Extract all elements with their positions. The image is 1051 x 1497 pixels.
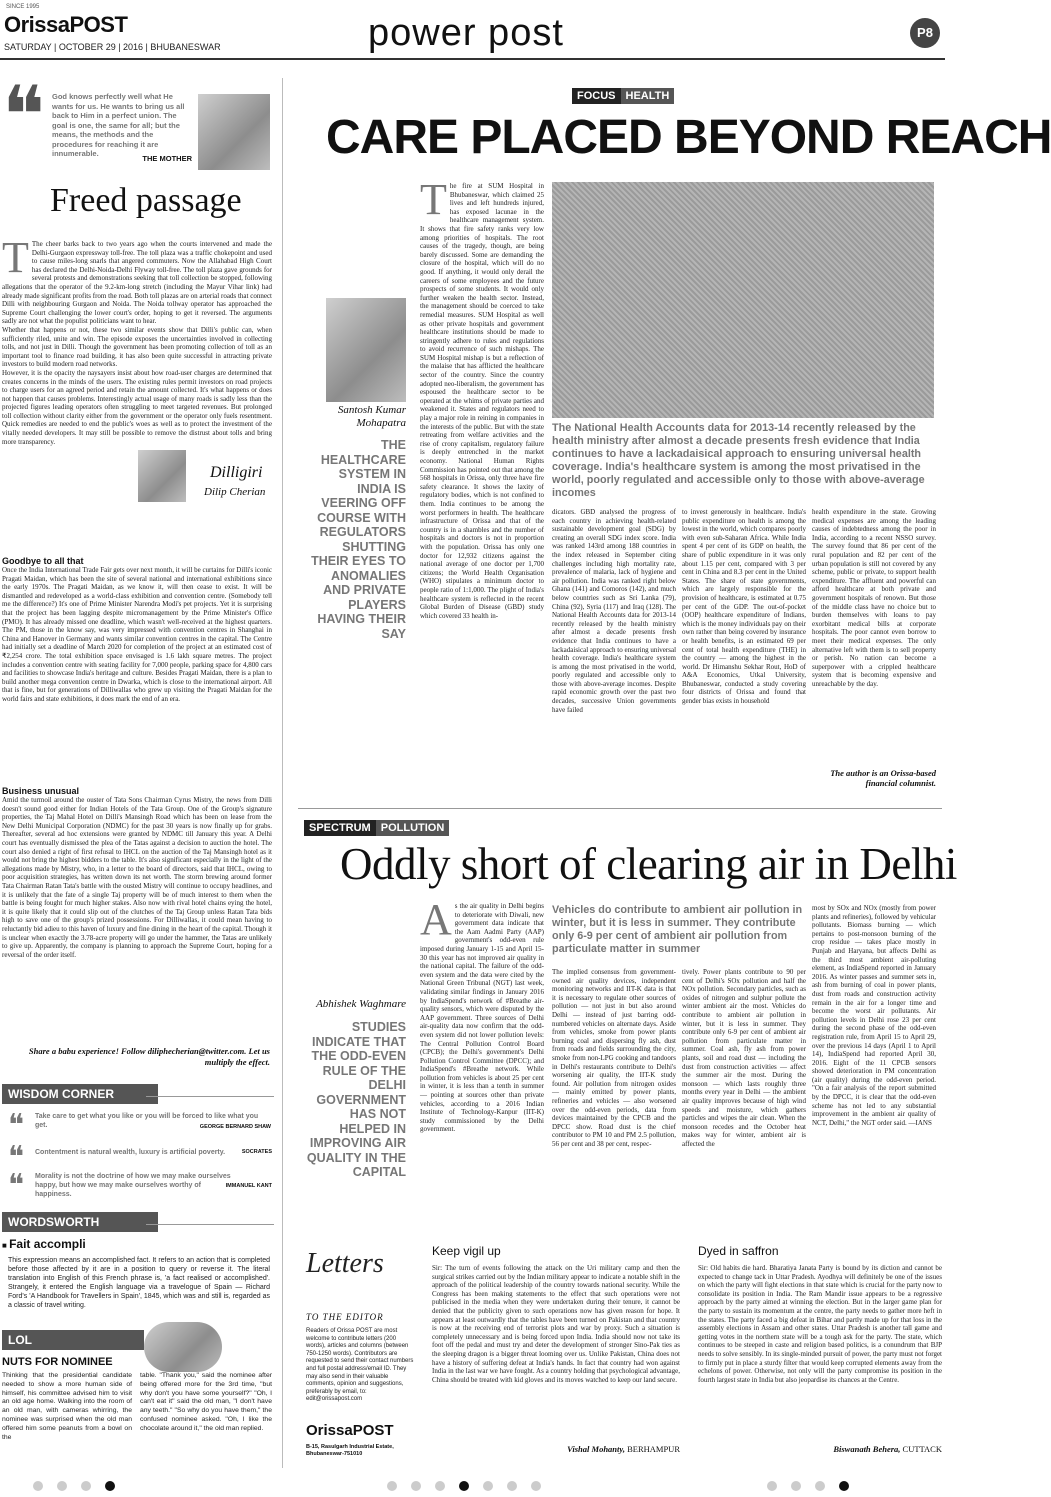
letter-1-title: Keep vigil up: [432, 1244, 501, 1258]
editorial-p3: However, it is the opacity the naysayers insist about how road-user charges are determined that creates concerns in the minds of the users. The existing rules permit investors on road projects to charge users for an agreed period and retain the amount collected. It's what happens or does not happen that causes problems. Interestingly actual usage of many roads is sadly less than the projected figures leading operators often struggling to meet targeted revenues. But prolonged toll collection without clarity either from the government or the operator only fuels resentment. Quick remedies are needed to end the public's woes as well as to protect the investment of the vitally needed developers. It may still be possible to remove the distrust about tolls and bring more transparency.: [2, 368, 272, 446]
bullet-icon: ■: [2, 1241, 10, 1250]
focus-author: Santosh Kumar Mohapatra: [337, 404, 406, 429]
spectrum-tag-2: POLLUTION: [376, 820, 450, 836]
quote-icon: ❝: [8, 1141, 25, 1174]
page-number: P8: [910, 18, 940, 48]
business-body: Amid the turmoil around the ouster of Tata Sons Chairman Cyrus Mistry, the news from Dilli doesn't sound good either for Indian Hotels of the Tata Group. One of the Group's signature properties, the Taj Mahal Hotel on Dilli's Mansingh Road which has been on lease from the New Delhi Municipal Corporation (NDMC) for the past 30 years is now finally up for grabs. Thereafter, several ad hoc extensions were granted by NDMC till January this year. A Delhi court has eventually dismissed the plea of the Tatas against a decision to auction the hotel. The court also denied a right of first refusal to IHCL on the auction of the Taj Mansingh hotel as it would not bring the highest bidders to the table. It's also significant especially in the light of the allegations made by Mistry, who, in a letter to the board of directors, said that IHCL, owing to poor acquisition strategies, has written down its net worth. The storm brewing around former Tata Chairman Ratan Tata's battle with the ousted Mistry will continue to occupy headlines, and it is unlikely that the fate of a single Taj property will be of much interest to them when the battle is being fought for much higher stakes. Also now with rival hotel chains eying the hotel, it is quite likely that it could slip out of the clutches of the Taj Group unless Ratan Tata bids high to save one of the group's prized possessions. For Dilliwallas, it could mean having to reluctantly bid adieu to this haven of luxury and fine dining in the heart of the capital. Though it is unclear when exactly the 3.78-acre property will go under the hammer, the Tatas are unlikely to give up. Apparently, the company is planning to approach the Supreme Court, hoping for a reversal of the order itself.: [2, 796, 272, 959]
focus-col-4: health expenditure in the state. Growing medical expenses are among the leading causes of indebtedness among the poor in India, according to a recent NSSO survey. The survey found that 86 per cent of the rural population and 82 per cent of the urban population is still not covered by any scheme, public or private, to support health expenditure. The affluent and powerful can afford healthcare at both private and government hospitals of renown. But those of the middle class have no choice but to burden themselves with loans to pay exorbitant medical bills at corporate hospitals. The poor cannot even borrow to meet their medical expenses. The only alternative left with them is to sell property or perish. No nation can become a superpower with a crippled healthcare system that is becoming expensive and unreachable by the day.: [812, 508, 936, 688]
letters-info: Readers of Orissa POST are most welcome to contribute letters (200 words), articles and columns (between 750-1250 words). Contributors are requested to send their contact numbers and full postal address/email ID. They may also send in their valuable comments, opinion and suggestions, preferably by email, to: edit@orissapost.com: [306, 1328, 414, 1403]
wordsworth-rule: [146, 1224, 274, 1225]
spectrum-col-2: The implied consensus from government-owned air quality devices, independent monitoring networks and IIT-K data is that it is necessary to regulate other sources of pollution — not just in but also around Delhi — instead of just barring odd-numbered vehicles on alternate days. Aside from vehicles, smoke from power plants burning coal and dispersing fly ash, dust from roads and fields surrounding the city, smoke from non-LPG cooking and tandoors in Delhi's restaurants contribute to Delhi's worsening air quality, the IIT-K study found. Air pollution from nitrogen oxides — mainly emitted by power plants, refineries and vehicles — also worsened over the odd-even periods, data from devices maintained by the CPCB and the DPCC show. Road dust is the chief contributor to PM 10 and PM 2.5 pollution, 56 per cent and 38 per cent, respec-: [552, 968, 676, 1148]
spectrum-author: Abhishek Waghmare: [316, 998, 406, 1010]
wisdom-text: Morality is not the doctrine of how we may make ourselves happy, but how we may make ourselves worthy of happiness.: [35, 1173, 231, 1198]
letters-brand: OrissaPOST: [306, 1422, 394, 1439]
letter-2-signature: [698, 1444, 942, 1454]
wisdom-author: GEORGE BERNARD SHAW: [199, 1124, 271, 1130]
quote-author: THE MOTHER: [142, 154, 192, 163]
spectrum-headline: Oddly short of clearing air in Delhi: [340, 839, 957, 889]
letter-1-signature: [432, 1444, 680, 1454]
masthead-small: SINCE 1995: [6, 4, 40, 10]
spectrum-tag-1: SPECTRUM: [304, 820, 376, 836]
lol-header: LOL: [2, 1330, 144, 1350]
focus-authorline-1: The author is an Orissa-based: [830, 768, 936, 778]
spectrum-col-4: most by SOx and NOx (mostly from power plants and refineries), followed by vehicular pollutants. Biomass burning — which pertains to post-monsoon burning of the crop residue — takes place mostly in Punjab and Haryana, but affects Delhi as the third most ambient air-polluting element, as IndiaSpend reported in January 2016. As winter passes and summer sets in, ash from burning of coal in power plants, dust from roads and construction activity remain in the air for a longer time and become the worst air pollutants. Air pollution levels in Delhi rose 23 per cent during the second phase of the odd-even registration rule, from April 15 to April 29, over the previous 14 days (April 1 to April 14), IndiaSpend had reported April 30, 2016. Eight of the 11 CPCB sensors showed deterioration in PM concentration (air quality) during the odd-even period. "On a fair analysis of the report submitted by the DPCC, it is clear that the odd-even scheme has not led to any substantial improvement in the ambient air quality of NCT, Delhi," the NGT order said. —IANS: [812, 904, 937, 1127]
laughing-cartoon: [144, 1322, 222, 1372]
focus-col-1-text: he fire at SUM Hospital in Bhubaneswar, which claimed 25 lives and left hundreds injured, has exposed lacunae in the healthcare management system. It shows that fire safety ranks very low among priorities of hospitals. The root causes of the tragedy, though, are being barely discussed. Some are demanding the closure of the hospital, which will do no good. If anything, it would only derail the careers of some employees and the future prospects of some students. It would only further weaken the health sector. Instead, the management should be coerced to take remedial measures. SUM Hospital as well as other private hospitals and government healthcare institutions should be made to stringently adhere to rules and regulations to avoid recurrence of such mishaps. The SUM Hospital mishap is but a reflection of the malaise that has afflicted the healthcare sector of the country. Since the country adopted neo-liberalism, the government has espoused the healthcare sector to be operated at the whims of private parties and weakened it. States and regulators need to play a major role in reining in companies in the interests of the public. But with the state retreating from welfare activities and the rise of crony capitalism, regulatory failure is deeply entrenched in the market economy. National Human Rights Commission has pointed out that among the 568 hospitals in Orissa, only three have fire safety clearance. It shows the laxity of regulatory bodies, which is not confined to them. India continues to be among the worst performers in health. The healthcare infrastructure of Orissa and that of the country is in a shambles and the number of hospitals and doctors is not in proportion with the population. Orissa has only one doctor for 12,932 citizens against the national average of one doctor per 1,700 citizens; the World Health Organisation (WHO) stipulates a minimum doctor to people ratio of 1:1,000. The plight of India's healthcare system is reflected in the recent Global Burden of Disease (GBD) study which covered 33 health in-: [420, 182, 544, 620]
wisdom-text: Take care to get what you like or you will be forced to like what you get.: [35, 1113, 259, 1129]
letter-2-title: Dyed in saffron: [698, 1244, 779, 1258]
quote-text: God knows perfectly well what He wants for us. He wants to bring us all back to Him in a perfect union. The goal is one, the same for all; but the means, the methods and the procedures for reaching it are innumerable.: [52, 92, 185, 158]
spectrum-col-3: tively. Power plants contribute to 90 per cent of Delhi's SOx pollution and half the NOx pollution. Secondary particles, such as oxides of nitrogen and sulphur pollute the winter ambient air the most. Vehicles do contribute to ambient air pollution in winter, but it is less in summer. They contribute only 6-9 per cent of ambient air pollution from particulate matter in summer. Coal ash, fly ash from power plants, soil and road dust — including the dust from construction activities — affect the summer air the most. During the monsoon — which lasts roughly three months every year in Delhi — the ambient air quality improves because of high wind speeds and moisture, which gathers particles and wipes the air clean. When the monsoon recedes and the October heat makes way for winter, ambient air is affected the: [682, 968, 806, 1148]
wisdom-item-1: [2, 1110, 272, 1140]
term-text: Fait accompli: [9, 1237, 86, 1251]
goodbye-body: Once the India International Trade Fair gets over next month, it will be curtains for Dilli's iconic Pragati Maidan, which has been the site of several national and international exhibitions since the early 1970s. The Pragati Maidan, as we know it, will then cease to exist. It will be dismantled and redeveloped as a world-class exhibition and convention centre. (Somebody tell me the difference?) It's one of Prime Minister Narendra Modi's pet projects. Yet it is surprising that the project has been lagging despite micromanagement by the Prime Minister's Office (PMO). It has already missed one deadline, which wasn't well-received at the highest quarters. The PM, those in the know say, was very impressed with convention centres in Shanghai in China and Hanover in Germany and wants similar convention centres in the capital. The Centre had initially set a deadline of March 2020 for completion of the project at an estimated cost of ₹2,254 crore. The total exhibition space envisaged is 1.6 lakh square metres. The project includes a convention centre with seating facility for 7,000 people, parking space for 4,800 cars and facilities to showcase India's heritage and culture. Besides Pragati Maidan, there is a plan to build another mega convention centre in Dwarka, which is close to the international airport. All that is fine, but for generations of Dilliwallas who grew up visiting the Pragati Maidan for the world fairs and state exhibitions, it does mark the end of an era.: [2, 566, 272, 703]
quote-icon: ❝: [8, 1169, 25, 1202]
focus-col-1: The fire at SUM Hospital in Bhubaneswar, which claimed 25 lives and left hundreds injured, has exposed lacunae in the healthcare management system. It shows that fire safety ranks very low among priorities of hospitals. The root causes of the tragedy, though, are being barely discussed. Some are demanding the closure of the hospital, which will do no good. If anything, it would only derail the careers of some employees and the future prospects of some students. It would only further weaken the health sector. Instead, the management should be coerced to take remedial measures. SUM Hospital as well as other private hospitals and government healthcare institutions should be made to stringently adhere to rules and regulations to avoid recurrence of such mishaps. The SUM Hospital mishap is but a reflection of the malaise that has afflicted the healthcare sector of the country. Since the country adopted neo-liberalism, the government has espoused the healthcare sector to be operated at the whims of private parties and weakened it. States and regulators need to play a major role in reining in companies in the interests of the public. But with the state retreating from welfare activities and the rise of crony capitalism, regulatory failure is deeply entrenched in the market economy. National Human Rights Commission has pointed out that among the 568 hospitals in Orissa, only three have fire safety clearance. It shows the laxity of regulatory bodies, which is not confined to them. India continues to be among the worst performers in health. The healthcare infrastructure of Orissa and that of the country is in a shambles and the number of hospitals and doctors is not in proportion with the population. Orissa has only one doctor for 12,932 citizens against the national average of one doctor per 1,700 citizens; the World Health Organisation (WHO) stipulates a minimum doctor to people ratio of 1:1,000. The plight of India's healthcare system is reflected in the recent Global Burden of Disease (GBD) study which covered 33 health in-: [420, 175, 544, 620]
registration-marks: [0, 1478, 945, 1492]
letter-1-body: Sir: The turn of events following the attack on the Uri military camp and then the surgical strikes carried out by the Indian military appear to indicate a notable shift in the approach of the political leadership of the country towards national security. While the Congress has been making statements to the effect that such operations were not publicised in the media when they were undertaken during their tenure, it cannot be denied that the publicity given to such operations now has given reason for hope. It appears at least outwardly that the tables have been turned on Pakistan and that country is now at the receiving end of terrorist plots and war by proxy. Such a situation is completely unnecessary and is being forced upon India. India should now not take its foot off the pedal and must try and deter the development of stronger Sino-Pak ties as the sleeping dragon is a bigger threat looming over us. Unlike Pakistan, China does not have a history of suffering defeat at India's hands. In fact that country had won against India in the last war we have fought. As a country holding that psychological advantage, China should be treated with kid gloves and its moves watched to keep our land secure.: [432, 1264, 680, 1384]
quote-mark-icon: ❝: [2, 73, 46, 161]
dilligiri-box: [130, 448, 272, 504]
wordsworth-body: This expression means an accomplished fact. It refers to an action that is completed before those affected by it are in a position to query or reverse it. The literal translation into English of this French phrase is, 'a fact realised or accomplished'. Strangely, it entered the English language via a travelogue of Spain — Richard Ford's 'A Handbook for Travellers in Spain', 1845, which was and still is, regarded as a classic of travel writing.: [8, 1257, 270, 1309]
wisdom-author: IMMANUEL KANT: [225, 1183, 272, 1189]
letters-address: B-15, Rasulgarh Industrial Estate, Bhubaneswar-751010: [306, 1444, 394, 1457]
spectrum-tag: [304, 818, 449, 836]
editorial-title: Freed passage: [50, 182, 242, 219]
wordsworth-header: WORDSWORTH: [2, 1212, 158, 1232]
dilligiri-title: Dilligiri: [210, 464, 263, 481]
editorial-p1: The cheer barks back to two years ago when the courts intervened and made the Delhi-Gurgaon expressway toll-free. The toll plaza was a traffic chokepoint and used to cause miles-long snarls that angered commuters. Now the Allahabad High Court has declared the Delhi-Noida-Delhi Flyway toll-free. The toll plaza gave grounds for several protests and demonstrations seeking that toll collection be stopped, following allegations that the operator of the 9.2-km-long stretch (including the Mayur Vihar link) had already made significant profits from the road. Both toll plazas are on arterial roads that connect Dilli with neighbouring Gurgaon and Noida. The Noida tollway operator has approached the Supreme Court challenging the lower court's order, hoping to get it reversed. The arguments sadly are not what the populist politicians want to hear.: [2, 240, 272, 326]
focus-headline: CARE PLACED BEYOND REACH: [326, 111, 1051, 164]
section-title: power post: [368, 12, 564, 54]
column-divider: [282, 78, 283, 1468]
lol-body-2: table. "Thank you," said the nominee after being offered more for the 3rd time, "but why don't you have some yourself?" "Oh, I can't eat it" said the old man, "I don't have any teeth." "So why do you have them," the confused nominee asked. "Oh, I like the chocolate around it," the old man replied.: [140, 1372, 272, 1432]
masthead-rule: [0, 58, 945, 60]
dilip-cherian-photo: [138, 450, 186, 502]
letters-sub: TO THE EDITOR: [306, 1312, 384, 1322]
spectrum-pullquote: STUDIES INDICATE THAT THE ODD-EVEN RULE OF THE DELHI GOVERNMENT HAS NOT HELPED IN IMPROVING AIR QUALITY IN THE CAPITAL: [306, 1020, 406, 1179]
reg-dots-left: [26, 1478, 122, 1496]
spectrum-caption: Vehicles do contribute to ambient air pollution in winter, but it is less in summer. They contribute only 6-9 per cent of ambient air pollution from particulate matter in summer: [552, 904, 803, 955]
wisdom-item-3: [2, 1170, 272, 1200]
letter-2-sig: Biswanath Behera,: [833, 1444, 901, 1454]
letters-title: Letters: [306, 1248, 384, 1279]
focus-caption: The National Health Accounts data for 2013-14 recently released by the health ministry after almost a decade presents fresh evidence that India continues to have a lackadaisical approach to ensuring universal health coverage. India's healthcare system is among the most privatised in the world, poorly regulated and accessible only to those with above-average incomes: [552, 422, 925, 499]
lol-body-1: Thinking that the presidential candidate needed to show a more human side of himself, his committee advised him to visit an old age home. Walking into the room of an old man, with cameras whirring, the nominee was surprised when the old man offered him some peanuts from a bowl on the: [2, 1372, 132, 1441]
focus-col-2: dicators. GBD analysed the progress of each country in achieving health-related sustainable development goal (SDG) by creating an overall SDG index score. India was ranked 143rd among 188 countries in the index released in September citing challenges including high mortality rate, prevalence of malaria, lack of hygiene and air pollution. India was ranked right below Ghana (141) and Comoros (142), and much below countries such as Sri Lanka (79), China (92), Syria (117) and Iraq (128). The National Health Accounts data for 2013-14 recently released by the health ministry after almost a decade presents fresh evidence that India continues to have a lackadaisical approach to ensuring universal health coverage. India's healthcare system is among the most privatised in the world, poorly regulated and accessible only to those with above-average incomes. Despite rapid economic growth over the past two decades, successive Union governments have failed: [552, 508, 677, 714]
spectrum-col-1-text: s the air quality in Delhi begins to deteriorate with Diwali, new government data indicate that the Aam Aadmi Party (AAP) government's odd-even rule imposed during January 1-15 and April 15-30 this year has not improved air quality in the national capital. The failure of the odd-even system and the data were cited by the National Green Tribunal (NGT) last week, validating similar findings in January 2016 by IndiaSpend's network of #Breathe air-quality sensors, which were disputed by the AAP government. Three sources of Delhi air-quality data now confirm that the odd-even system did not lower pollution levels: The Central Pollution Control Board (CPCB); the Delhi's government's Delhi Pollution Control Committee (DPCC); and IndiaSpend's #Breathe network. While pollution from vehicles is about 25 per cent in winter, it is less than a tenth in summer — pointing at sources other than private vehicles, according to a 2016 Indian Institute of Technology-Kanpur (IIT-K) study commissioned by the Delhi government.: [420, 902, 544, 1134]
section-rule: [298, 808, 942, 809]
author-photo-mohapatra: [326, 298, 406, 402]
wisdom-header: WISDOM CORNER: [2, 1084, 158, 1104]
dilligiri-signoff: Share a babu experience! Follow diliphecherian@twitter.com. Let us multiply the effect.: [28, 1046, 270, 1067]
quote-icon: ❝: [8, 1109, 25, 1142]
mother-photo: [198, 94, 270, 170]
letter-2-place: CUTTACK: [902, 1444, 942, 1454]
wisdom-item-2: [2, 1141, 272, 1174]
letters-box: [300, 1238, 418, 1468]
masthead-brand: OrissaPOST: [4, 12, 128, 37]
wisdom-author: SOCRATES: [241, 1149, 272, 1155]
wordsworth-term: [2, 1237, 86, 1251]
letter-1-sig: Vishal Mohanty,: [567, 1444, 625, 1454]
dilligiri-author: Dilip Cherian: [204, 486, 266, 498]
letter-1-place: BERHAMPUR: [627, 1444, 680, 1454]
masthead: [0, 0, 945, 62]
masthead-dateline: SATURDAY | OCTOBER 29 | 2016 | BHUBANESWAR: [4, 42, 221, 52]
focus-authorline-2: financial columnist.: [865, 778, 936, 788]
business-subhead: Business unusual: [2, 786, 80, 796]
hospital-photo: [552, 182, 934, 418]
letter-2-body: Sir: Old habits die hard. Bharatiya Janata Party is bound by its diction and cannot be expected to change tack in Uttar Pradesh. Ayodhya will definitely be one of the issues on which the party will fight elections in that state which is crucial for the party now to consolidate its position in India. The Ram Mandir issue appears to be a regressive approach by the party aimed at winning the election. But in the larger game plan for the party to sustain its momentum at the centre, the party needs to gather more heft in the states. The party faced a big defeat in Bihar and partly made up for that loss in the assembly elections in Assam and other states. Uttar Pradesh is another tall game and getting votes in the northern state will be a tough ask for the party. The state, which continues to be steeped in caste and religion based politics, is a conundrum that BJP needs to solve sensibly. In its single-minded pursuit of power, the party must not forget to firmly put in place a sturdy filter that would keep corrupted elements away from the echelons of power. Otherwise, not only will the party compromise its position in the fourth largest state in India but also jeopardise its chances at the Centre.: [698, 1264, 942, 1384]
wisdom-rule: [146, 1096, 274, 1097]
quote-box: [2, 73, 272, 170]
reg-dots-right: [760, 1478, 856, 1496]
focus-tag-1: FOCUS: [572, 88, 621, 104]
reg-dots-mid: [380, 1478, 548, 1496]
spectrum-col-1: As the air quality in Delhi begins to deteriorate with Diwali, new government data indicate that the Aam Aadmi Party (AAP) government's odd-even rule imposed during January 1-15 and April 15-30 this year has not improved air quality in the national capital. The failure of the odd-even system and the data were cited by the National Green Tribunal (NGT) last week, validating similar findings in January 2016 by IndiaSpend's network of #Breathe air-quality sensors, which were disputed by the AAP government. Three sources of Delhi air-quality data now confirm that the odd-even system did not lower pollution levels: The Central Pollution Control Board (CPCB); the Delhi's government's Delhi Pollution Control Committee (DPCC); and IndiaSpend's #Breathe network. While pollution from vehicles is about 25 per cent in winter, it is less than a tenth in summer — pointing at sources other than private vehicles, according to a 2016 Indian Institute of Technology-Kanpur (IIT-K) study commissioned by the Delhi government.: [420, 895, 544, 1134]
focus-tag: [572, 86, 674, 104]
focus-authorline: [812, 768, 936, 788]
editorial-p2: Whether that happens or not, these two similar events show that Dilli's public can, when sufficiently riled, unite and win. The episode exposes the uncertainties involved in collecting tolls, and not just in Dilli. Though the government has been promoting collection of toll as an important tool to finance road building, it has also been quite successful in attracting private investors to build modern road networks.: [2, 325, 272, 369]
editorial-body: T The cheer barks back to two years ago when the courts intervened and made the Delhi-Gurgaon expressway toll-free. The toll plaza was a traffic chokepoint and used to cause miles-long snarls that angered commuters. Now the Allahabad High Court has declared the Delhi-Noida-Delhi Flyway toll-free. The toll plaza gave grounds for several protests and demonstrations seeking that toll collection be stopped, following allegations that the operator of the 9.2-km-long stretch (including the Mayur Vihar link) had already made significant profits from the road. Both toll plazas are on arterial roads that connect Dilli with neighbouring Gurgaon and Noida. The Noida tollway operator has approached the Supreme Court challenging the lower court's order, hoping to get it reversed. The arguments sadly are not what the populist politicians want to hear. Whether that happens or not, these two similar events show that Dilli's public can, when sufficiently riled, unite and win. The episode exposes the uncertainties involved in collecting tolls, and not just in Dilli. Though the government has been promoting collection of toll as an important tool to finance road building, it has also been quite successful in attracting private investors to build modern road networks. However, it is the opacity the naysayers insist about how road-user charges are determined that creates concerns in the minds of the users. The existing rules permit investors on road projects to charge users for an agreed period and retain the amount collected. It's what happens or does not happen that causes problems. Interestingly actual usage of many roads is sadly less than the projected figures leading operators often struggling to meet targeted revenues. But prolonged toll collection without clarity either from the government or the operator only fuels resentment. Quick remedies are needed to end the public's woes as well as to protect the investment of the vitally needed developers. It may still be possible to remove the distrust about tolls and bring more transparency.: [2, 233, 272, 446]
lol-title: NUTS FOR NOMINEE: [2, 1356, 113, 1368]
wisdom-text: Contentment is natural wealth, luxury is artificial poverty.: [35, 1149, 226, 1156]
focus-col-3: to invest generously in healthcare. India's public expenditure on health is among the lowest in the world, which compares poorly with even sub-Saharan Africa. While India spent 4 per cent of its GDP on health, the share of public expenditure in it was only about 1.15 per cent, compared with 3 per cent in China and 8.3 per cent in the United States. The share of state governments, which are largely responsible for the provision of healthcare, is estimated at 0.75 per cent of the GDP. The out-of-pocket (OOP) healthcare expenditure of Indians, which is the money individuals pay on their own rather than being covered by insurance or health benefits, is an estimated 69 per cent of total health expenditure (THE) in the country — among the highest in the world. Dr Himanshu Sekhar Rout, HoD of A&A Economics, Utkal University, Bhubaneswar, conducted a study covering four districts of Orissa and found that gender bias exists in household: [682, 508, 806, 706]
focus-tag-2: HEALTH: [621, 88, 675, 104]
focus-pullquote: THE HEALTHCARE SYSTEM IN INDIA IS VEERING OFF COURSE WITH REGULATORS SHUTTING THEIR EYES TO ANOMALIES AND PRIVATE PLAYERS HAVING THEIR SAY: [311, 438, 406, 641]
goodbye-subhead: Goodbye to all that: [2, 556, 84, 566]
